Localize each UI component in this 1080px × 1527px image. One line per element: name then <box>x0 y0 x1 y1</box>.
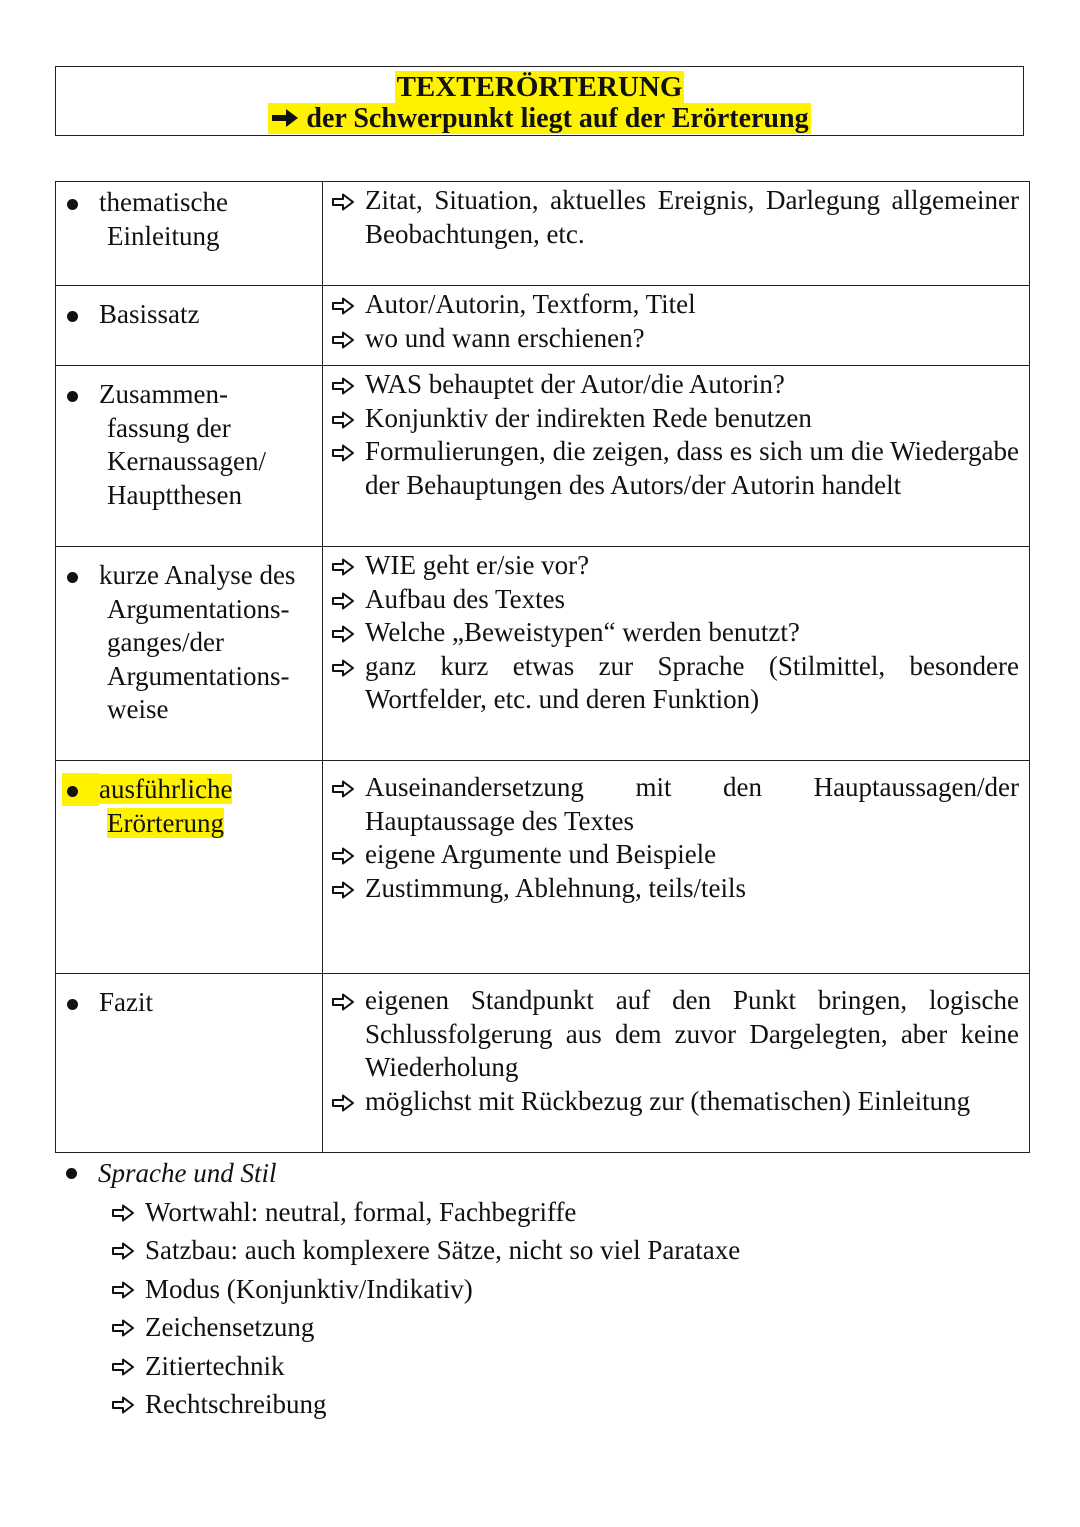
list-item-text: Konjunktiv der indirekten Rede benutzen <box>365 402 812 433</box>
outline-right-arrow-icon <box>111 1396 135 1414</box>
list-item-text: Modus (Konjunktiv/Indikativ) <box>145 1273 473 1304</box>
outline-right-arrow-icon <box>331 411 355 429</box>
section-heading <box>55 1154 955 1193</box>
list-item-text: ganz kurz etwas zur Sprache (Stilmittel, besondere Wortfelder, etc. und deren Funktion) <box>365 650 1019 714</box>
row-label-cell <box>56 547 323 761</box>
row-label-line: Einleitung <box>107 220 220 251</box>
row-label-line: ausführliche <box>99 774 233 804</box>
page-title: TEXTERÖRTERUNG <box>396 71 683 103</box>
row-label-line: weise <box>107 694 169 724</box>
row-label-cell <box>56 366 323 547</box>
list-item <box>365 1085 1019 1119</box>
row-content-cell <box>323 366 1030 547</box>
row-content-cell <box>323 182 1030 286</box>
outline-right-arrow-icon <box>331 297 355 315</box>
row-label-line: Argumentations- <box>107 660 290 691</box>
row-label-line: ganges/der <box>107 627 224 657</box>
title-box <box>55 66 1024 136</box>
list-item-text: Welche „Beweistypen“ werden benutzt? <box>365 617 800 647</box>
outline-right-arrow-icon <box>111 1242 135 1260</box>
list-item <box>145 1385 955 1424</box>
list-item <box>365 650 1019 717</box>
row-label-line: Fazit <box>99 987 153 1017</box>
outline-right-arrow-icon <box>331 993 355 1011</box>
row-label-line: Basissatz <box>99 299 200 329</box>
list-item-text: Rechtschreibung <box>145 1389 327 1419</box>
list-item <box>145 1308 955 1347</box>
table-row <box>56 182 1030 286</box>
list-item <box>365 402 1019 436</box>
outline-right-arrow-icon <box>331 847 355 865</box>
list-item-text: möglichst mit Rückbezug zur (thematischen) Einleitung <box>365 1085 971 1116</box>
list-item <box>365 322 1019 356</box>
list-item <box>365 984 1019 1085</box>
outline-right-arrow-icon <box>331 444 355 462</box>
subtitle-line <box>56 103 1023 135</box>
outline-right-arrow-icon <box>331 592 355 610</box>
list-item <box>145 1347 955 1386</box>
list-item-text: Satzbau: auch komplexere Sätze, nicht so viel Parataxe <box>145 1235 741 1265</box>
row-label-cell <box>56 182 323 286</box>
bold-right-arrow-icon <box>270 107 300 129</box>
list-item-text: Autor/Autorin, Textform, Titel <box>365 289 696 319</box>
table-row <box>56 761 1030 974</box>
section-heading-text: Sprache und Stil <box>98 1158 277 1188</box>
bullet-dot-icon <box>67 572 78 583</box>
language-style-section <box>55 1154 955 1424</box>
outline-right-arrow-icon <box>331 558 355 576</box>
list-item-text: Auseinandersetzung mit den Hauptaussagen/der Hauptaussage des Textes <box>365 772 1019 836</box>
row-label-line: Hauptthesen <box>107 479 242 510</box>
outline-right-arrow-icon <box>111 1319 135 1337</box>
list-item-text: eigenen Standpunkt auf den Punkt bringen, logische Schlussfolgerung aus dem zuvor Dargelegten, aber keine Wiederholung <box>365 985 1019 1082</box>
table-row <box>56 286 1030 366</box>
outline-right-arrow-icon <box>111 1204 135 1222</box>
list-item-text: Zitat, Situation, aktuelles Ereignis, Darlegung allgemeiner Beobachtungen, etc. <box>365 185 1019 249</box>
row-content-cell <box>323 286 1030 366</box>
outline-right-arrow-icon <box>111 1358 135 1376</box>
row-label-line: fassung der <box>107 412 231 443</box>
list-item-text: Formulierungen, die zeigen, dass es sich um die Wiedergabe der Behauptungen des Autors/der Autorin handelt <box>365 436 1019 500</box>
outline-right-arrow-icon <box>331 625 355 643</box>
list-item-text: Zeichensetzung <box>145 1312 315 1342</box>
outline-right-arrow-icon <box>331 193 355 211</box>
table-row <box>56 366 1030 547</box>
list-item <box>365 184 1019 251</box>
list-item-text: eigene Argumente und Beispiele <box>365 839 717 869</box>
list-item-text: WAS behauptet der Autor/die Autorin? <box>365 369 785 399</box>
row-label-line: kurze Analyse des <box>99 560 296 590</box>
bullet-dot-icon <box>67 199 78 210</box>
row-label-cell <box>56 761 323 974</box>
outline-right-arrow-icon <box>331 659 355 677</box>
list-item <box>145 1193 955 1232</box>
list-item <box>365 549 1019 583</box>
style-list <box>55 1193 955 1424</box>
list-item-text: WIE geht er/sie vor? <box>365 550 590 580</box>
list-item <box>365 288 1019 322</box>
list-item-text: Zustimmung, Ablehnung, teils/teils <box>365 872 746 903</box>
row-label-line: Argumentations- <box>107 593 290 624</box>
bullet-dot-icon <box>67 311 78 322</box>
outline-right-arrow-icon <box>331 780 355 798</box>
row-content-cell <box>323 761 1030 974</box>
row-label-cell <box>56 286 323 366</box>
list-item <box>365 838 1019 872</box>
structure-table <box>55 181 1030 1153</box>
bullet-dot-icon <box>67 999 78 1010</box>
row-label-cell <box>56 974 323 1153</box>
row-label-line: Zusammen- <box>99 379 228 409</box>
subtitle-highlight <box>268 103 810 134</box>
row-label-line: thematische <box>99 187 228 217</box>
outline-right-arrow-icon <box>331 881 355 899</box>
outline-right-arrow-icon <box>331 331 355 349</box>
bullet-dot-icon <box>66 1168 77 1179</box>
list-item <box>365 368 1019 402</box>
list-item-text: Wortwahl: neutral, formal, Fachbegriffe <box>145 1196 577 1227</box>
table-row <box>56 547 1030 761</box>
table-row <box>56 974 1030 1153</box>
row-content-cell <box>323 974 1030 1153</box>
row-label-line-wrapper <box>99 807 318 841</box>
outline-right-arrow-icon <box>331 377 355 395</box>
outline-right-arrow-icon <box>331 1094 355 1112</box>
list-item <box>365 616 1019 650</box>
row-label-line: Kernaussagen/ <box>107 446 266 476</box>
bullet-dot-icon <box>67 786 78 797</box>
list-item-text: wo und wann erschienen? <box>365 322 645 353</box>
title-line <box>56 70 1023 104</box>
list-item <box>365 435 1019 502</box>
row-content-cell <box>323 547 1030 761</box>
row-label-line: Erörterung <box>107 807 224 838</box>
bullet-dot-icon <box>67 391 78 402</box>
outline-right-arrow-icon <box>111 1281 135 1299</box>
list-item <box>365 583 1019 617</box>
page-subtitle: der Schwerpunkt liegt auf der Erörterung <box>306 103 809 134</box>
list-item <box>145 1231 955 1270</box>
list-item-text: Aufbau des Textes <box>365 583 566 614</box>
list-item <box>365 771 1019 838</box>
list-item <box>365 872 1019 906</box>
list-item-text: Zitiertechnik <box>145 1350 285 1381</box>
list-item <box>145 1270 955 1309</box>
